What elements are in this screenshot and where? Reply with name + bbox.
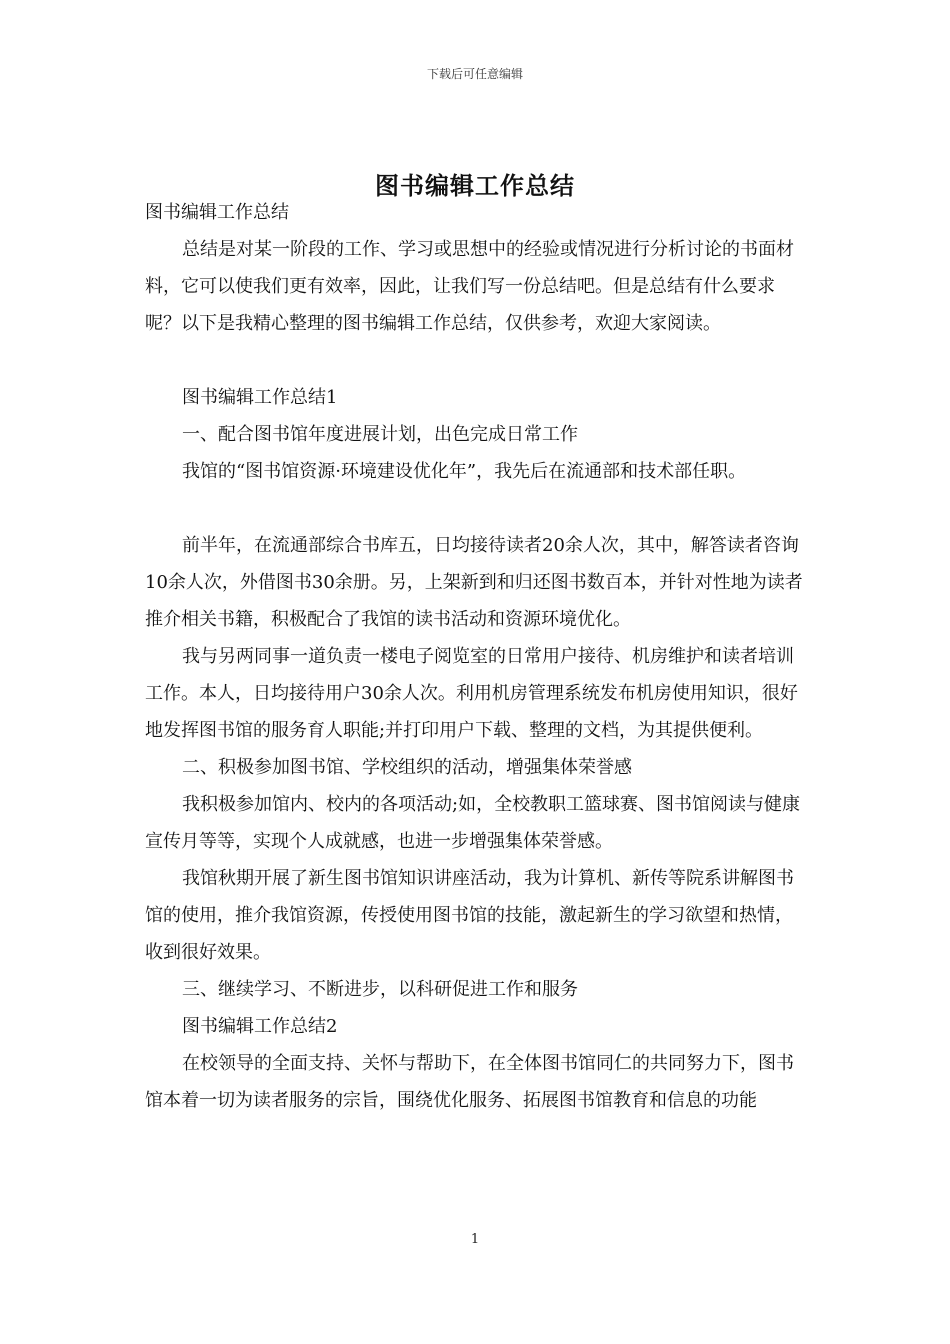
paragraph-4: 我积极参加馆内、校内的各项活动;如，全校教职工篮球赛、图书馆阅读与健康宣传月等等，实现个人成就感，也进一步增强集体荣誉感。 [145,794,801,852]
page-number: 1 [470,1232,480,1247]
document-title: 图书编辑工作总结 [375,172,575,201]
paragraph-6: 在校领导的全面支持、关怀与帮助下，在全体图书馆同仁的共同努力下，图书馆本着一切为读者服务的宗旨，围绕优化服务、拓展图书馆教育和信息的功能 [145,1053,794,1111]
header-note: 下载后可任意编辑 [426,67,523,81]
document-body [145,194,810,1119]
section-title-2: 图书编辑工作总结2 [182,1016,338,1037]
paragraph-3: 我与另两同事一道负责一楼电子阅览室的日常用户接待、机房维护和读者培训工作。本人，日均接待用户30余人次。利用机房管理系统发布机房使用知识，很好地发挥图书馆的服务育人职能;并打印用户下载、整理的文档，为其提供便利。 [145,646,798,741]
section-heading-3: 三、继续学习、不断进步，以科研促进工作和服务 [182,979,578,1000]
paragraph-1: 我馆的“图书馆资源·环境建设优化年”，我先后在流通部和技术部任职。 [182,461,747,482]
paragraph-spacer [145,490,810,527]
section-title-1: 图书编辑工作总结1 [182,387,338,408]
paragraph-spacer [145,342,810,379]
paragraph-5: 我馆秋期开展了新生图书馆知识讲座活动，我为计算机、新传等院系讲解图书馆的使用，推介我馆资源，传授使用图书馆的技能，激起新生的学习欲望和热情，收到很好效果。 [145,868,794,963]
section-heading-1: 一、配合图书馆年度进展计划，出色完成日常工作 [182,424,578,445]
section-heading-2: 二、积极参加图书馆、学校组织的活动，增强集体荣誉感 [182,757,632,778]
document-subtitle: 图书编辑工作总结 [145,202,289,223]
paragraph-2: 前半年，在流通部综合书库五，日均接待读者20余人次，其中，解答读者咨询10余人次，外借图书30余册。另，上架新到和归还图书数百本，并针对性地为读者推介相关书籍，积极配合了我馆的读书活动和资源环境优化。 [145,535,803,630]
intro-paragraph: 总结是对某一阶段的工作、学习或思想中的经验或情况进行分析讨论的书面材料，它可以使我们更有效率，因此，让我们写一份总结吧。但是总结有什么要求呢？以下是我精心整理的图书编辑工作总结，仅供参考，欢迎大家阅读。 [145,239,794,334]
